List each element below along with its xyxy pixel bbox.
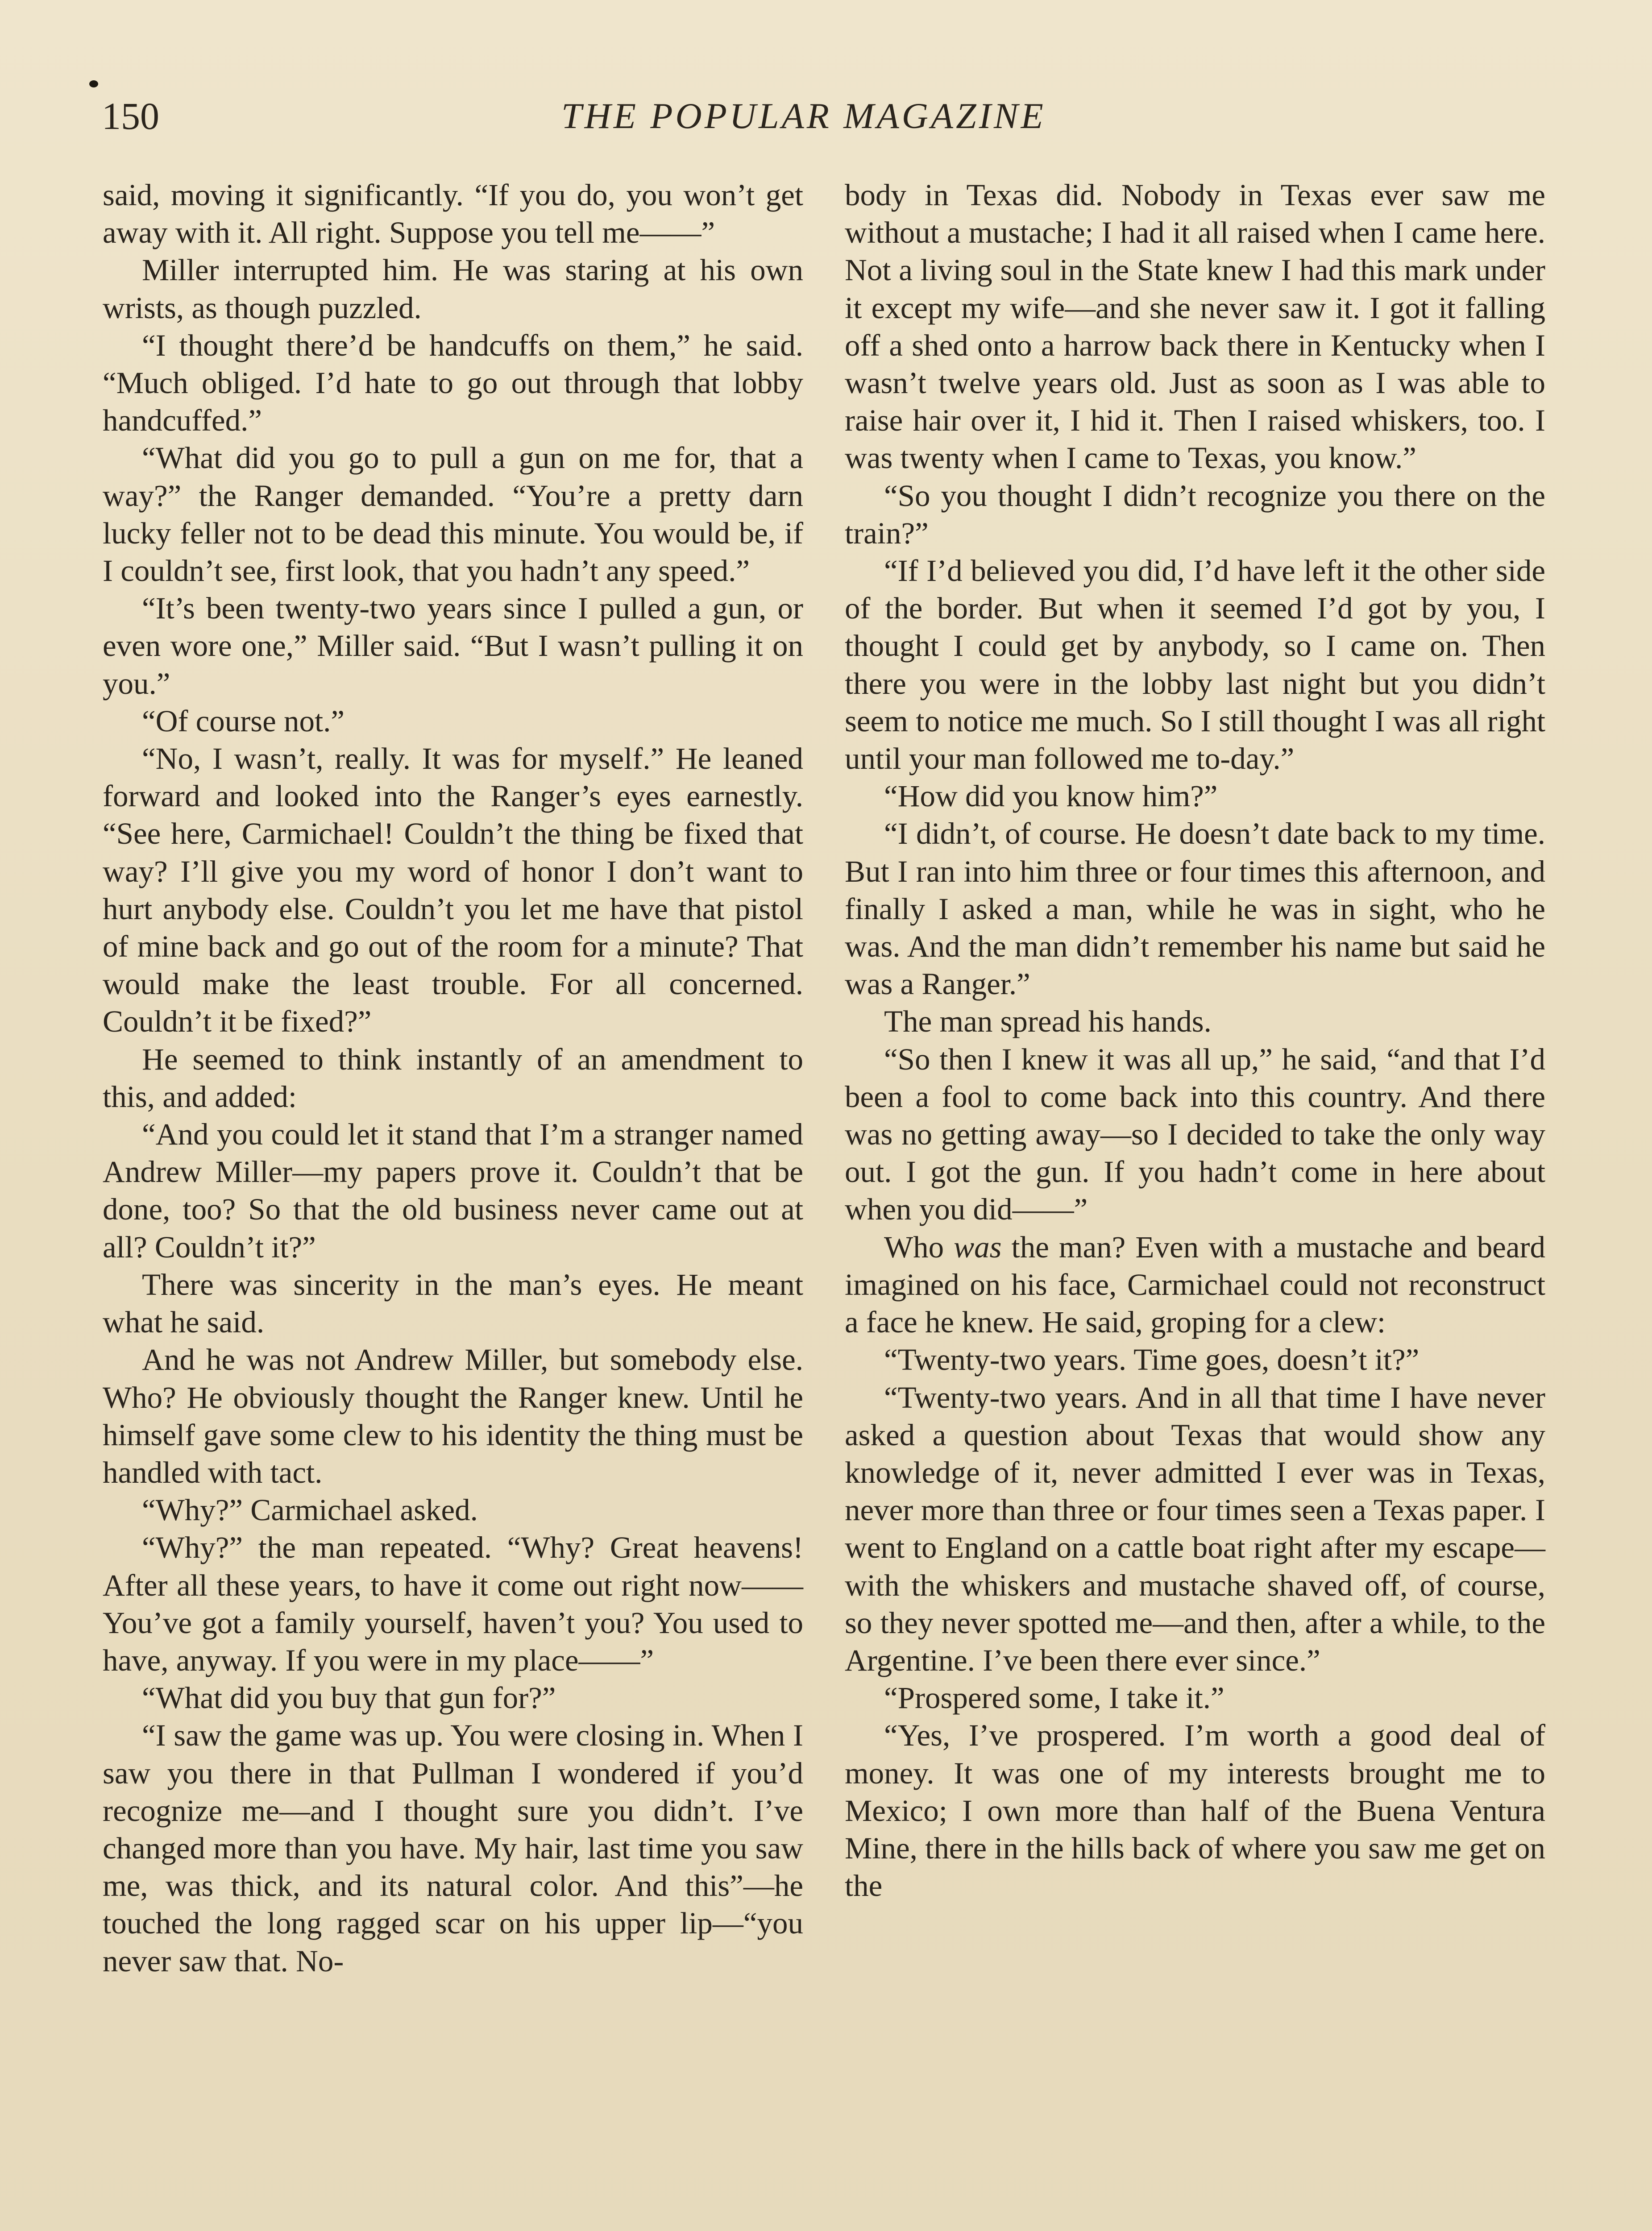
paragraph: “Why?” the man repeated. “Why? Great heavens! After all these years, to have it come out right now—— You’ve got a family yourself, haven’t you? You used to have, anyway. If you were in my place——” <box>103 1530 803 1677</box>
page-header <box>102 91 1557 145</box>
paragraph: “I saw the game was up. You were closing in. When I saw you there in that Pullman I wondered if you’d recognize me—and I thought sure you didn’t. I’ve changed more than you have. My hair, last time you saw me, was thick, and its natural color. And this”—he touched the long ragged scar on his upper lip—“you never saw that. No- <box>103 1718 803 1978</box>
paragraph: And he was not Andrew Miller, but somebody else. Who? He obviously thought the Ranger knew. Until he himself gave some clew to his identity the thing must be handled with tact. <box>103 1343 803 1489</box>
running-title: THE POPULAR MAGAZINE <box>561 95 1046 136</box>
paragraph: said, moving it significantly. “If you do, you won’t get away with it. All right. Suppose you tell me——” <box>103 178 803 250</box>
paragraph: “What did you go to pull a gun on me for, that a way?” the Ranger demanded. “You’re a pretty darn lucky feller not to be dead this minute. You would be, if I couldn’t see, first look, that you hadn’t any speed.” <box>103 441 803 588</box>
paragraph: “So then I knew it was all up,” he said, “and that I’d been a fool to come back into this country. And there was no getting away—so I decided to take the only way out. I got the gun. If you hadn’t come in here about when you did——” <box>845 1042 1545 1227</box>
paragraph: “Twenty-two years. Time goes, doesn’t it?” <box>884 1343 1420 1377</box>
paragraph: “Why?” Carmichael asked. <box>142 1493 478 1527</box>
paragraph: “So you thought I didn’t recognize you there on the train?” <box>845 478 1545 550</box>
paragraph: “And you could let it stand that I’m a stranger named Andrew Miller—my papers prove it. Couldn’t that be done, too? So that the old business never came out at all? Couldn’t it?” <box>103 1117 803 1264</box>
paragraph: “If I’d believed you did, I’d have left it the other side of the border. But when it seemed I’d got by you, I thought I could get by anybody, so I came on. Then there you were in the lobby last night but you didn’t seem to notice me much. So I still thought I was all right until your man followed me to-day.” <box>845 554 1545 776</box>
paragraph: “Twenty-two years. And in all that time I have never asked a question about Texas that would show any knowledge of it, never admitted I ever was in Texas, never more than three or four times seen a Texas paper. I went to England on a cattle boat right after my escape—with the whiskers and mustache shaved off, of course, so they never spotted me—and then, after a while, to the Argentine. I’ve been there ever since.” <box>845 1380 1545 1677</box>
paragraph: There was sincerity in the man’s eyes. He meant what he said. <box>103 1267 803 1339</box>
paragraph: “No, I wasn’t, really. It was for myself.” He leaned forward and looked into the Ranger’s eyes earnestly. “See here, Carmichael! Couldn’t the thing be fixed that way? I’ll give you my word of honor I don’t want to hurt anybody else. Couldn’t you let me have that pistol of mine back and go out of the room for a minute? That would make the least trouble. For all concerned. Couldn’t it be fixed?” <box>103 742 803 1039</box>
paragraph: “Of course not.” <box>142 704 345 738</box>
paragraph: He seemed to think instantly of an amendment to this, and added: <box>103 1042 803 1114</box>
paragraph: body in Texas did. Nobody in Texas ever saw me without a mustache; I had it all raised when I came here. Not a living soul in the State knew I had this mark under it except my wife—and she never saw it. I got it falling off a shed onto a harrow back there in Kentucky when I wasn’t twelve years old. Just as soon as I was able to raise hair over it, I hid it. Then I raised whiskers, too. I was twenty when I came to Texas, you know.” <box>845 178 1545 475</box>
paragraph: “What did you buy that gun for?” <box>142 1681 556 1715</box>
paragraph: “It’s been twenty-two years since I pulled a gun, or even wore one,” Miller said. “But I wasn’t pulling it on you.” <box>103 591 803 701</box>
right-column <box>845 176 1545 1904</box>
paragraph: “Yes, I’ve prospered. I’m worth a good deal of money. It was one of my interests brought me to Mexico; I own more than half of the Buena Ventura Mine, there in the hills back of where you saw me get on the <box>845 1718 1545 1903</box>
text-run: Who <box>884 1230 954 1264</box>
text-run: the man? Even with a mustache and beard imagined on his face, Carmichael could not reconstruct a face he knew. He said, groping for a clew: <box>845 1230 1545 1339</box>
italic-emphasis: was <box>954 1230 1002 1264</box>
page-number: 150 <box>102 95 159 137</box>
paragraph <box>845 1228 1545 1341</box>
paragraph: The man spread his hands. <box>884 1004 1212 1039</box>
ink-speck <box>89 80 98 87</box>
paragraph: “I didn’t, of course. He doesn’t date back to my time. But I ran into him three or four times this afternoon, and finally I asked a man, while he was in sight, who he was. And the man didn’t remember his name but said he was a Ranger.” <box>845 817 1545 1001</box>
left-column <box>103 176 803 1980</box>
paragraph: Miller interrupted him. He was staring at his own wrists, as though puzzled. <box>103 253 803 325</box>
paragraph: “I thought there’d be handcuffs on them,” he said. “Much obliged. I’d hate to go out through that lobby handcuffed.” <box>103 328 803 438</box>
paragraph: “How did you know him?” <box>884 779 1218 813</box>
paragraph: “Prospered some, I take it.” <box>884 1681 1224 1715</box>
